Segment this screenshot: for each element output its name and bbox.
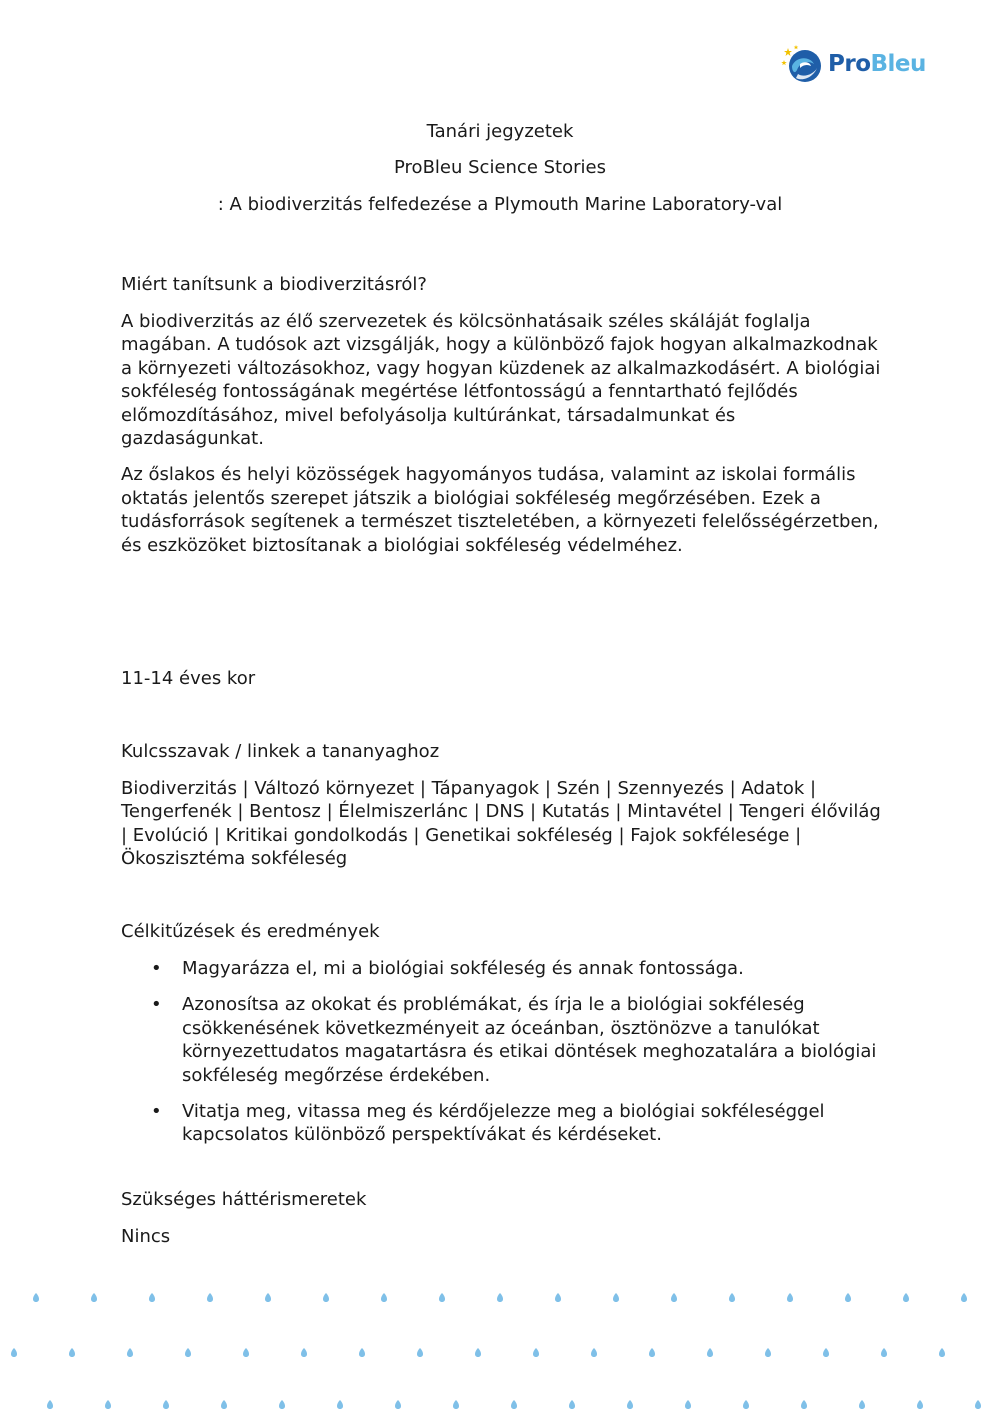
- raindrop-dot-icon: [707, 1348, 713, 1357]
- raindrop-dot-icon: [337, 1400, 343, 1409]
- raindrop-dot-icon: [787, 1293, 793, 1302]
- bullet-icon: •: [151, 1101, 162, 1123]
- objective-text: Vitatja meg, vitassa meg és kérdőjelezze meg a biológiai sokféleséggel kapcsolatos különböző perspektívákat és kérdéseket.: [182, 1101, 825, 1146]
- raindrop-dot-icon: [185, 1348, 191, 1357]
- raindrop-dot-icon: [729, 1293, 735, 1302]
- raindrop-dot-icon: [627, 1400, 633, 1409]
- raindrop-dot-icon: [91, 1293, 97, 1302]
- raindrop-dot-icon: [265, 1293, 271, 1302]
- raindrop-dot-icon: [845, 1293, 851, 1302]
- raindrop-dot-icon: [453, 1400, 459, 1409]
- raindrop-dot-icon: [439, 1293, 445, 1302]
- raindrop-dot-icon: [881, 1348, 887, 1357]
- raindrop-dot-icon: [555, 1293, 561, 1302]
- raindrop-dot-icon: [127, 1348, 133, 1357]
- doc-subtitle: : A biodiverzitás felfedezése a Plymouth Marine Laboratory-val: [217, 194, 783, 215]
- objective-item: [121, 993, 881, 1087]
- raindrop-dot-icon: [395, 1400, 401, 1409]
- raindrop-dot-icon: [975, 1400, 981, 1409]
- raindrop-dot-icon: [823, 1348, 829, 1357]
- raindrop-dot-icon: [961, 1293, 967, 1302]
- raindrop-dot-icon: [591, 1348, 597, 1357]
- doc-title: Tanári jegyzetek: [426, 121, 574, 142]
- objectives-list: [121, 957, 881, 1147]
- raindrop-dot-icon: [801, 1400, 807, 1409]
- raindrop-dot-icon: [511, 1400, 517, 1409]
- raindrop-dot-icon: [903, 1293, 909, 1302]
- raindrop-dot-icon: [613, 1293, 619, 1302]
- raindrop-dot-icon: [221, 1400, 227, 1409]
- probleu-logo: [780, 44, 926, 84]
- raindrop-dot-icon: [279, 1400, 285, 1409]
- raindrop-dot-icon: [323, 1293, 329, 1302]
- raindrop-dot-icon: [533, 1348, 539, 1357]
- raindrop-dot-icon: [47, 1400, 53, 1409]
- raindrop-dot-icon: [33, 1293, 39, 1302]
- background-heading: Szükséges háttérismeretek: [121, 1189, 367, 1210]
- raindrop-dot-icon: [497, 1293, 503, 1302]
- logo-text-bleu: Bleu: [870, 51, 926, 77]
- bullet-icon: •: [151, 958, 162, 979]
- raindrop-dot-icon: [243, 1348, 249, 1357]
- raindrop-dot-icon: [475, 1348, 481, 1357]
- raindrop-dot-icon: [417, 1348, 423, 1357]
- keywords-heading: Kulcsszavak / linkek a tananyaghoz: [121, 741, 440, 762]
- why-paragraph-2: Az őslakos és helyi közösségek hagyományos tudása, valamint az iskolai formális oktatás jelentős szerepet játszik a biológiai sokféleség megőrzésében. Ezek a tudásforrások segítenek a természet tiszteletében, a környezeti felelősségérzetben, és eszközöket biztosítanak a biológiai sokféleség védelméhez.: [121, 464, 879, 556]
- logo-wordmark: [828, 51, 926, 77]
- keywords-text: Biodiverzitás | Változó környezet | Tápanyagok | Szén | Szennyezés | Adatok | Tengerfenék | Bentosz | Élelmiszerlánc | DNS | Kutatás | Mintavétel | Tengeri élővilág | Evolúció | Kritikai gondolkodás | Genetikai sokféleség | Fajok sokfélesége | Ökoszisztéma sokféleség: [121, 778, 881, 870]
- raindrop-dot-icon: [207, 1293, 213, 1302]
- objective-item: [121, 957, 881, 980]
- raindrop-dot-icon: [381, 1293, 387, 1302]
- raindrop-dot-icon: [569, 1400, 575, 1409]
- raindrop-dot-icon: [11, 1348, 17, 1357]
- objective-item: [121, 1100, 881, 1147]
- background-value: Nincs: [121, 1226, 171, 1247]
- objective-text: Magyarázza el, mi a biológiai sokféleség és annak fontossága.: [182, 958, 744, 979]
- raindrop-dot-icon: [149, 1293, 155, 1302]
- bullet-icon: •: [151, 994, 162, 1016]
- objectives-heading: Célkitűzések és eredmények: [121, 921, 380, 942]
- raindrop-dot-icon: [359, 1348, 365, 1357]
- raindrop-dot-icon: [939, 1348, 945, 1357]
- objective-text: Azonosítsa az okokat és problémákat, és írja le a biológiai sokféleség csökkenésének következményeit az óceánban, ösztönözve a tanulókat környezettudatos magatartásra és etikai döntések meghozatalára a biológiai sokféleség megőrzése érdekében.: [182, 994, 877, 1086]
- age-range: 11-14 éves kor: [121, 668, 256, 689]
- probleu-logo-icon: [780, 44, 822, 84]
- raindrop-dot-icon: [301, 1348, 307, 1357]
- raindrop-dot-icon: [859, 1400, 865, 1409]
- why-paragraph-1: A biodiverzitás az élő szervezetek és kölcsönhatásaik széles skáláját foglalja magában. A tudósok azt vizsgálják, hogy a különböző fajok hogyan alkalmazkodnak a környezeti változásokhoz, vagy hogyan küzdenek az alkalmazkodásért. A biológiai sokféleség fontosságának megértése létfontosságú a fenntartható fejlődés előmozdításához, mivel befolyásolja kultúránkat, társadalmunkat és gazdaságunkat.: [121, 311, 881, 450]
- logo-text-pro: Pro: [828, 51, 871, 77]
- doc-series-title: ProBleu Science Stories: [394, 157, 606, 178]
- why-heading: Miért tanítsunk a biodiverzitásról?: [121, 274, 427, 295]
- raindrop-dot-icon: [743, 1400, 749, 1409]
- raindrop-dot-icon: [69, 1348, 75, 1357]
- raindrop-dot-icon: [649, 1348, 655, 1357]
- raindrop-dot-icon: [765, 1348, 771, 1357]
- raindrop-dot-icon: [671, 1293, 677, 1302]
- decorative-dot-pattern: [0, 1280, 1000, 1415]
- raindrop-dot-icon: [163, 1400, 169, 1409]
- why-section: [121, 310, 881, 557]
- raindrop-dot-icon: [917, 1400, 923, 1409]
- raindrop-dot-icon: [685, 1400, 691, 1409]
- raindrop-dot-icon: [105, 1400, 111, 1409]
